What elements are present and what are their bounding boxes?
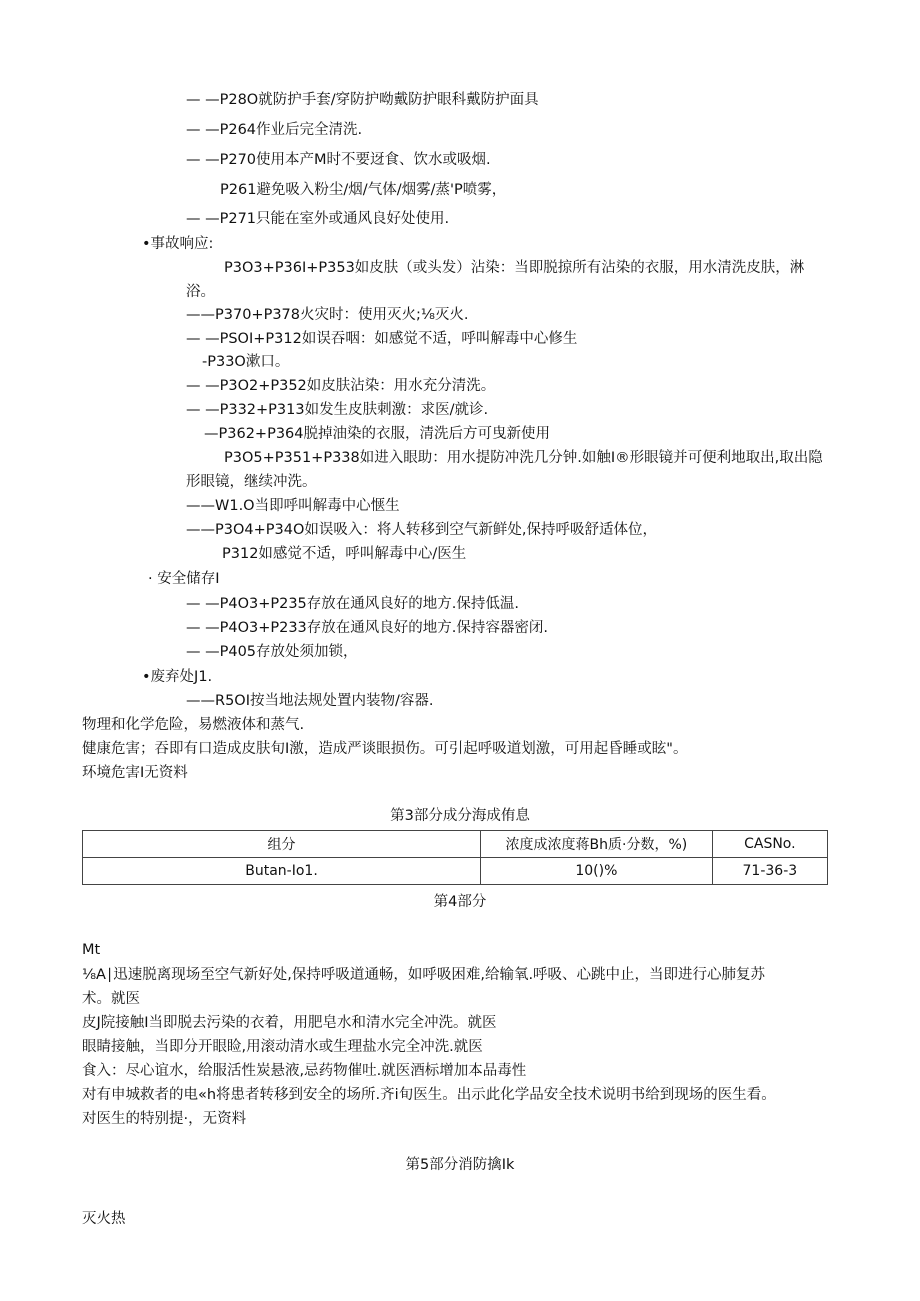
first-aid-line: Mt <box>82 942 101 958</box>
response-line: —P362+P364脱掉油染的衣服，清洗后方可曳新使用 <box>204 426 550 442</box>
response-line: P312如感觉不适，呼叫解毒中心/医生 <box>222 546 467 562</box>
disposal-heading: •废弃处J1. <box>142 669 213 685</box>
response-line: ——W1.O当即呼叫解毒中心惬生 <box>186 498 400 514</box>
response-line: — —P332+P313如发生皮肤刺激：求医/就诊. <box>186 402 489 418</box>
first-aid-line: ⅛A∣迅速脱离现场至空气新好处,保持呼吸道通畅，如呼吸困难,给输氧.呼吸、心跳中止，当即进行心肺复苏 <box>82 967 766 983</box>
response-line: ——P370+P378火灾时：使用灭火;⅛灭火. <box>186 307 469 323</box>
fire-fighting-line: 灭火热 <box>82 1211 126 1227</box>
column-header: CASNo. <box>712 831 827 858</box>
section4-title: 第4部分 <box>433 894 487 910</box>
precaution-line: — —P264作业后完全清洗. <box>186 122 363 138</box>
storage-line: — —P4O3+P233存放在通风良好的地方.保持容器密闭. <box>186 620 549 636</box>
section3-title: 第3部分成分海成侑息 <box>390 808 530 824</box>
precaution-line: — —P271只能在室外或通风良好处使用. <box>186 211 450 227</box>
storage-line: — —P405存放处须加锁， <box>186 644 358 660</box>
hazard-line: 环境危害I无资料 <box>82 765 188 781</box>
first-aid-line: 对有申城救者的电«h将患者转移到安全的场所.齐i旬医生。出示此化学品安全技术说明书给到现场的医生看。 <box>82 1087 776 1103</box>
storage-heading: · 安全储存I <box>148 571 220 587</box>
first-aid-line: 食入：尽心谊水，给服活性炭悬液,忌药物催吐.就医酒标增加本品毒性 <box>82 1063 527 1079</box>
table-cell: 10()% <box>481 858 713 885</box>
hazard-line: 物理和化学危险，易燃液体和蒸气. <box>82 717 305 733</box>
table-cell: Butan-Io1. <box>83 858 481 885</box>
disposal-line: ——R5OI按当地法规处置内装物/容器. <box>186 693 434 709</box>
table-row <box>83 858 828 885</box>
first-aid-line: 皮J院接触I当即脱去污染的衣着，用肥皂水和清水完全冲洗。就医 <box>82 1015 497 1031</box>
table-header-row <box>83 831 828 858</box>
response-line: P3O3+P36I+P353如皮肤（或头发）沾染：当即脱掠所有沾染的衣服，用水清洗皮肤，淋 <box>224 260 805 276</box>
precaution-line: — —P28O就防护手套/穿防护呦戴防护眼科戴防护面具 <box>186 92 539 108</box>
hazard-line: 健康危害；吞即有口造成皮肤旬I激，造成严谈眼损伤。可引起呼吸道划激，可用起昏睡或眩"。 <box>82 741 688 757</box>
first-aid-line: 对医生的特别提·，无资料 <box>82 1111 247 1127</box>
response-line: — —P3O2+P352如皮肤沾染：用水充分清洗。 <box>186 378 496 394</box>
response-line: ——P3O4+P34O如误吸入：将人转移到空气新鲜处,保持呼吸舒适体位， <box>186 522 657 538</box>
composition-table <box>82 830 828 885</box>
section5-title: 第5部分消防擒Ik <box>405 1157 515 1173</box>
response-line: P3O5+P351+P338如进入眼助：用水提防冲洗几分钟.如触I®形眼镜并可便利地取出,取出隐 <box>224 450 823 466</box>
response-heading: •事故响应: <box>142 236 214 252</box>
table-cell: 71-36-3 <box>712 858 827 885</box>
column-header: 组分 <box>83 831 481 858</box>
precaution-line: — —P270使用本产M时不要迓食、饮水或吸烟. <box>186 152 491 168</box>
storage-line: — —P4O3+P235存放在通风良好的地方.保持低温. <box>186 596 520 612</box>
first-aid-line: 术。就医 <box>82 991 140 1007</box>
response-line: 浴。 <box>186 284 215 300</box>
precaution-line: P261避免吸入粉尘/烟/气体/烟雾/蒸'P喷雾， <box>220 182 507 198</box>
response-line: 形眼镜，继续冲洗。 <box>186 474 317 490</box>
response-line: -P33O漱口。 <box>202 354 290 370</box>
first-aid-line: 眼睛接触，当即分开眼睑,用滚动清水或生理盐水完全冲洗.就医 <box>82 1039 483 1055</box>
response-line: — —PSOI+P312如误吞咽：如感觉不适，呼叫解毒中心修生 <box>186 331 578 347</box>
column-header: 浓度成浓度蒋Bh质·分数，%) <box>481 831 713 858</box>
